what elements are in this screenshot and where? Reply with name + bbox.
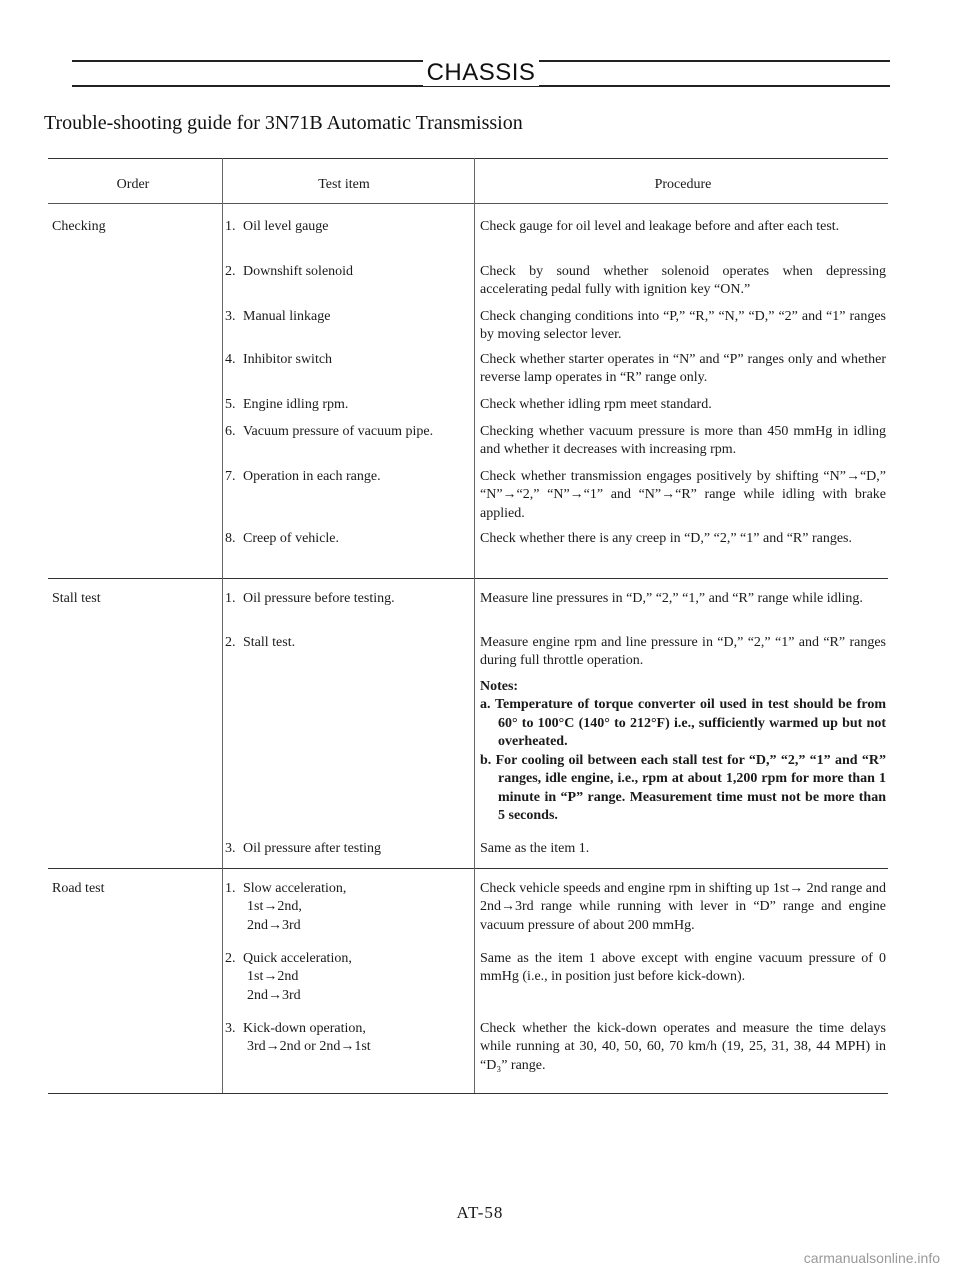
- order-stall-test: Stall test: [52, 591, 101, 606]
- note-b: b. For cooling oil between each stall test for “D,” “2,” “1” and “R” ranges, idle engine, i.e., rpm at about 1,200 rpm for more than 1 minute in “P” range. Measurement time must not be more than 5 seconds.: [480, 752, 886, 824]
- procedure-text: Check by sound whether solenoid operates when depressing accelerating pedal fully with ignition key “ON.”: [480, 264, 886, 298]
- test-item: 3. Manual linkage: [225, 309, 331, 324]
- column-header-procedure: Procedure: [654, 177, 712, 192]
- procedure-text: Checking whether vacuum pressure is more than 450 mmHg in idling and whether it decreases with increasing rpm.: [480, 424, 886, 458]
- notes-title: Notes:: [480, 679, 519, 694]
- procedure-text: Check whether starter operates in “N” and “P” ranges only and whether reverse lamp operates in “R” range only.: [480, 352, 886, 386]
- procedure-text: Check vehicle speeds and engine rpm in shifting up 1st→ 2nd range and 2nd→3rd range while running with lever in “D” range and engine vacuum pressure of about 200 mmHg.: [480, 881, 886, 933]
- test-item: 8. Creep of vehicle.: [225, 531, 340, 546]
- table-rule-bottom: [48, 1093, 888, 1094]
- table-rule-top: [48, 158, 888, 159]
- section-title: CHASSIS: [423, 59, 540, 86]
- procedure-text: Check whether the kick-down operates and measure the time delays while running at 30, 40, 50, 60, 70 km/h (19, 25, 31, 38, 44 MPH) in “D₃” range.: [480, 1021, 886, 1073]
- test-item: 6. Vacuum pressure of vacuum pipe.: [225, 424, 434, 439]
- procedure-text: Check whether transmission engages positively by shifting “N”→“D,” “N”→“2,” “N”→“1” and “N”→“R” range while idling with brake applied.: [480, 469, 886, 521]
- procedure-text: Check gauge for oil level and leakage before and after each test.: [480, 219, 840, 234]
- procedure-text: Measure engine rpm and line pressure in “D,” “2,” “1” and “R” ranges during full throttle operation.: [480, 635, 886, 669]
- column-divider-1: [222, 158, 223, 1093]
- order-road-test: Road test: [52, 881, 105, 896]
- stall-test-notes: [480, 678, 886, 826]
- test-item: 5. Engine idling rpm.: [225, 397, 349, 412]
- test-item: 4. Inhibitor switch: [225, 352, 333, 367]
- procedure-text: Measure line pressures in “D,” “2,” “1,” and “R” range while idling.: [480, 591, 863, 606]
- column-header-test-item: Test item: [318, 177, 370, 192]
- note-a: a. Temperature of torque converter oil used in test should be from 60° to 100°C (140° to 212°F) i.e., sufficiently warmed up but not overheated.: [480, 697, 886, 750]
- table-rule-checking-end: [48, 578, 888, 579]
- test-item: 2. Stall test.: [225, 635, 296, 650]
- table-rule-stall-end: [48, 868, 888, 869]
- test-item: 1. Oil level gauge: [225, 219, 329, 234]
- test-item: 2. Quick acceleration, 1st→2nd 2nd→3rd: [225, 951, 352, 1003]
- test-item: 3. Kick-down operation, 3rd→2nd or 2nd→1st: [225, 1021, 371, 1055]
- procedure-text: Check changing conditions into “P,” “R,” “N,” “D,” “2” and “1” ranges by moving selector lever.: [480, 309, 886, 343]
- procedure-text: Same as the item 1 above except with engine vacuum pressure of 0 mmHg (i.e., in position just before kick-down).: [480, 951, 886, 985]
- test-item: 1. Slow acceleration, 1st→2nd, 2nd→3rd: [225, 881, 347, 933]
- test-item: 7. Operation in each range.: [225, 469, 381, 484]
- watermark: carmanualsonline.info: [803, 1250, 940, 1266]
- test-item: 3. Oil pressure after testing: [225, 841, 382, 856]
- column-divider-2: [474, 158, 475, 1093]
- table-rule-header: [48, 203, 888, 204]
- page-title: Trouble-shooting guide for 3N71B Automatic Transmission: [44, 112, 523, 134]
- procedure-text: Check whether there is any creep in “D,” “2,” “1” and “R” ranges.: [480, 531, 852, 546]
- troubleshooting-table: [48, 158, 888, 1198]
- order-checking: Checking: [52, 219, 106, 234]
- section-header: [72, 56, 890, 90]
- column-header-order: Order: [116, 177, 150, 192]
- procedure-text: Same as the item 1.: [480, 841, 590, 856]
- test-item: 1. Oil pressure before testing.: [225, 591, 395, 606]
- page-number: AT-58: [456, 1203, 504, 1222]
- procedure-text: Check whether idling rpm meet standard.: [480, 397, 712, 412]
- test-item: 2. Downshift solenoid: [225, 264, 354, 279]
